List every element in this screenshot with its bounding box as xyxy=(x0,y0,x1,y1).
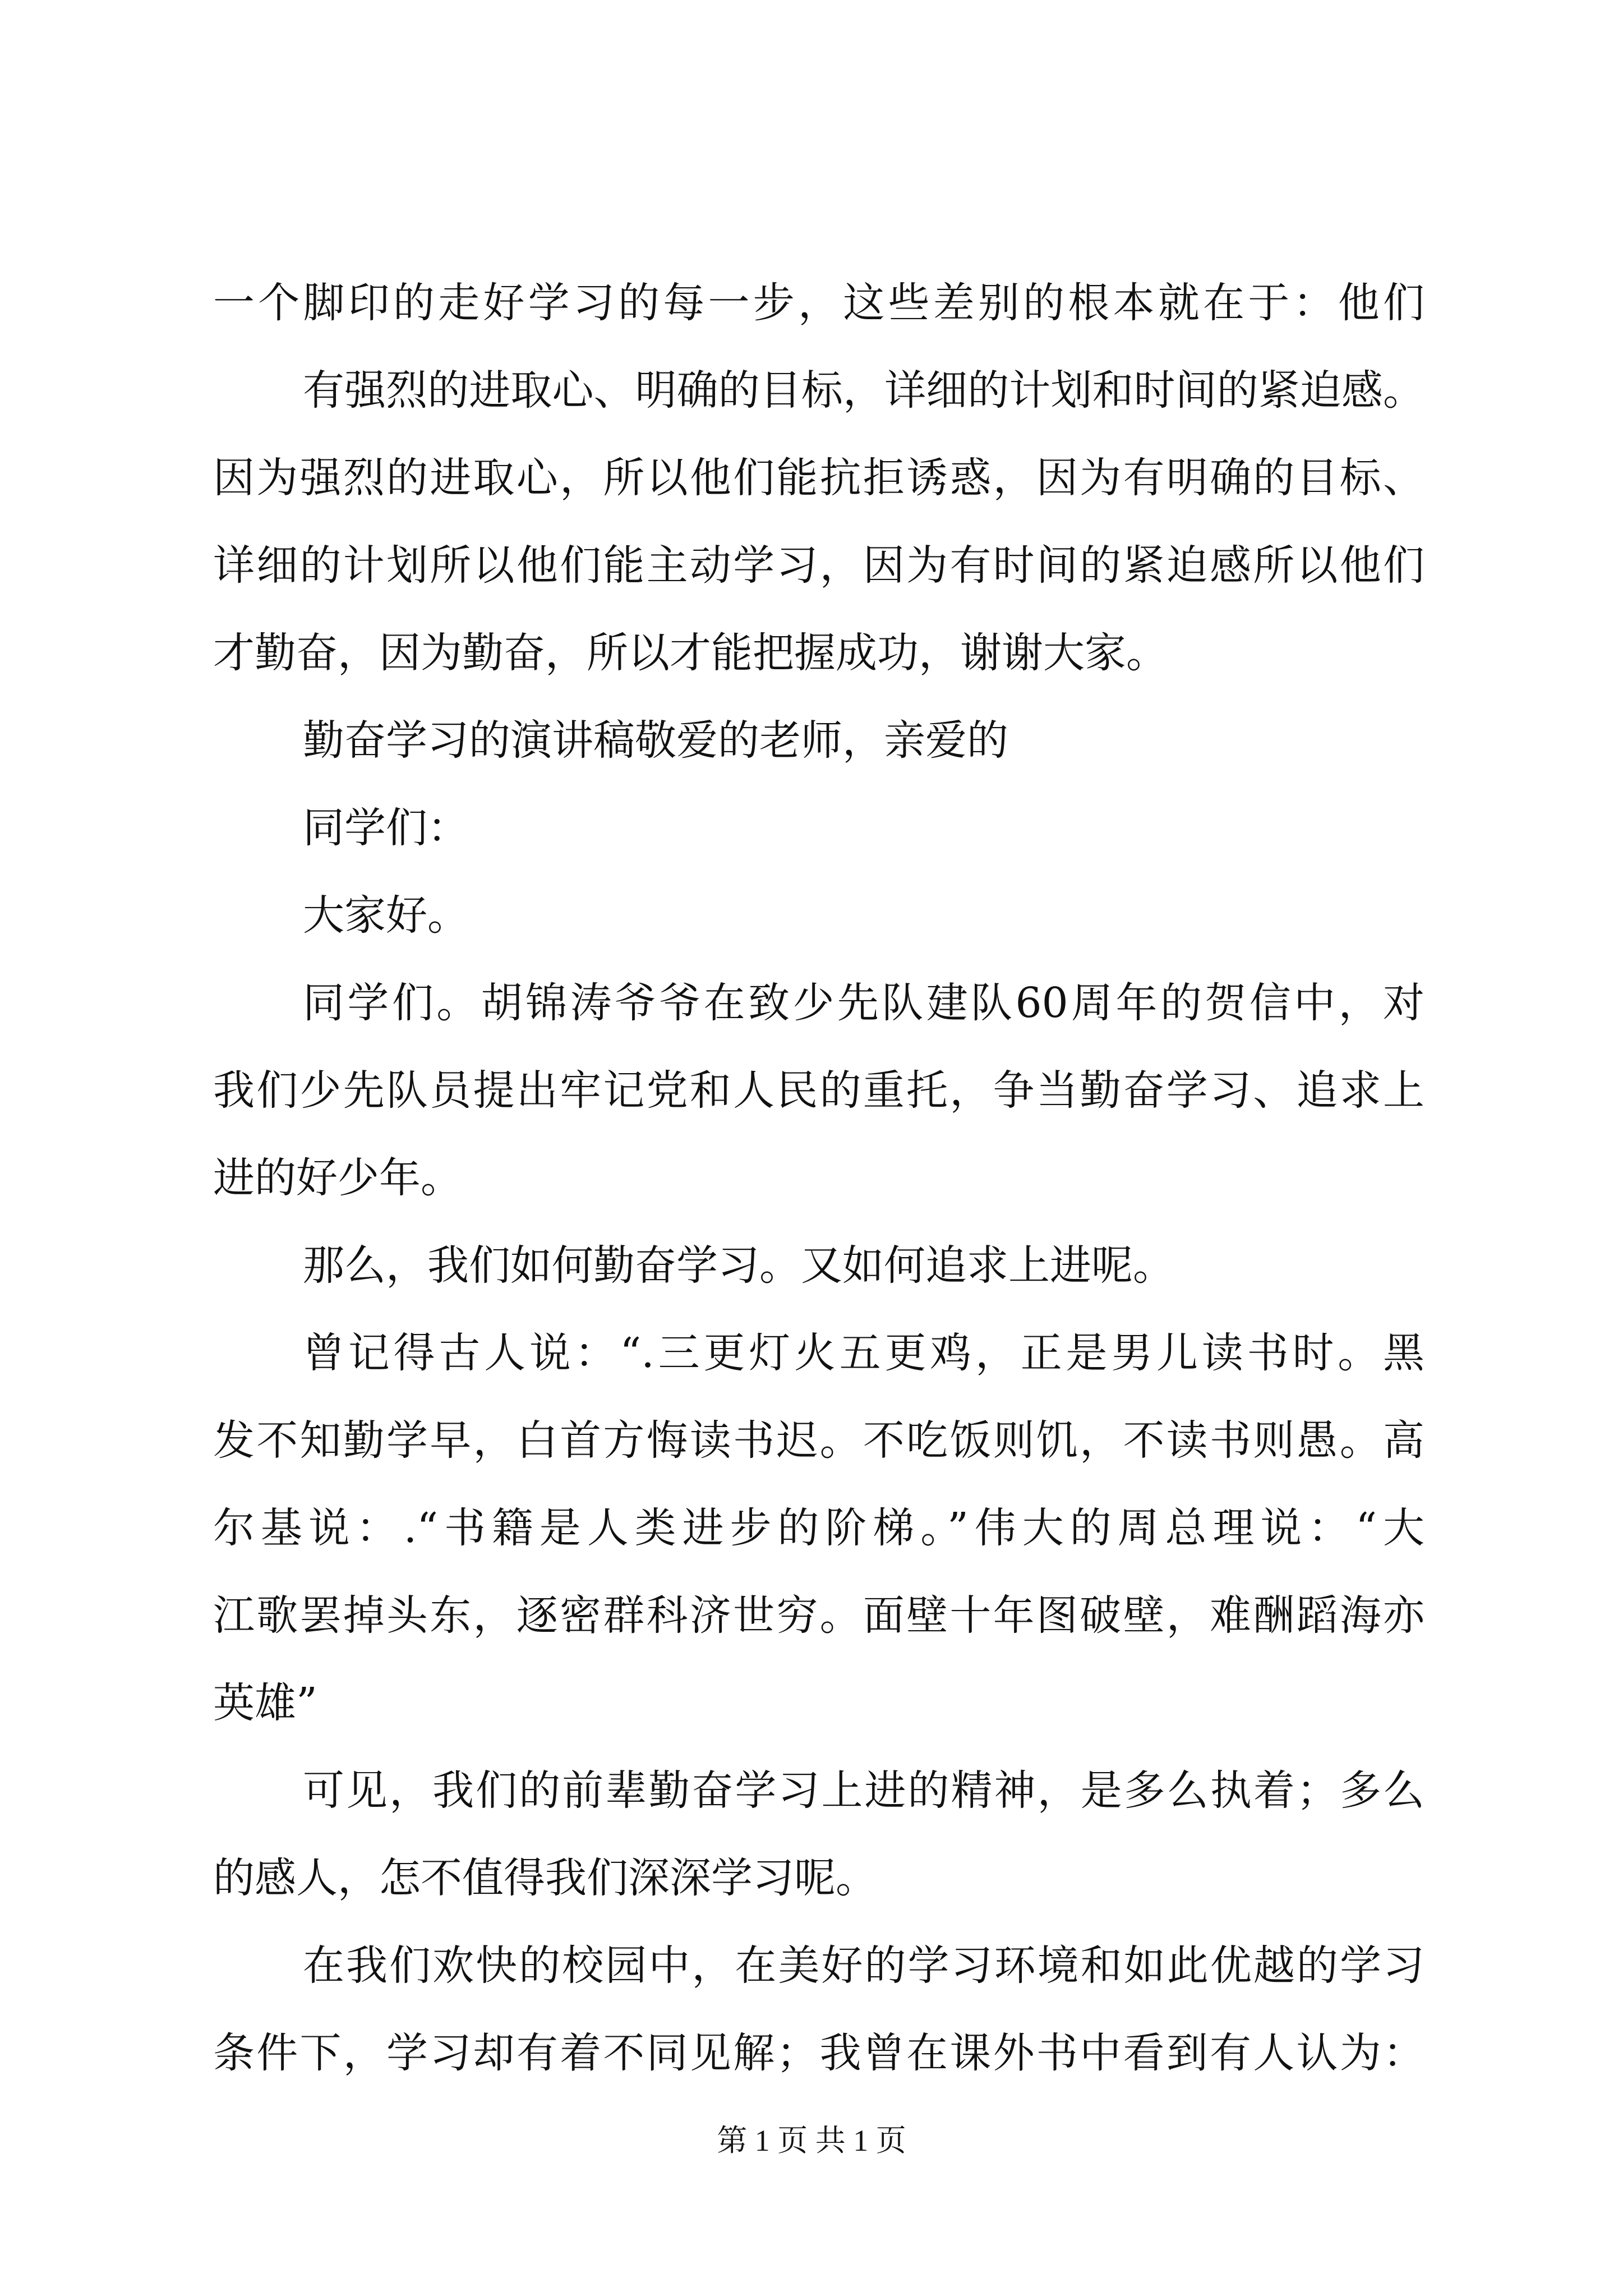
text-line: 进的好少年。 xyxy=(213,1154,462,1202)
text-line: 的感人，怎不值得我们深深学习呢。 xyxy=(213,1854,877,1902)
text-line: 曾记得古人说：“.三更灯火五更鸡，正是男儿读书时。黑 xyxy=(303,1329,1424,1377)
text-line: 同学们： xyxy=(303,804,469,852)
text-line: 尔基说：.“书籍是人类进步的阶梯。”伟大的周总理说：“大 xyxy=(213,1504,1424,1552)
text-line: 大家好。 xyxy=(303,891,469,940)
text-line: 条件下，学习却有着不同见解；我曾在课外书中看到有人认为： xyxy=(213,2029,1424,2077)
text-line: 我们少先队员提出牢记党和人民的重托，争当勤奋学习、追求上 xyxy=(213,1066,1424,1115)
text-line: 在我们欢快的校园中，在美好的学习环境和如此优越的学习 xyxy=(303,1941,1424,1990)
text-line: 发不知勤学早，白首方悔读书迟。不吃饭则饥，不读书则愚。高 xyxy=(213,1416,1424,1465)
text-line: 有强烈的进取心、明确的目标，详细的计划和时间的紧迫感。 xyxy=(303,366,1424,415)
text-line: 才勤奋，因为勤奋，所以才能把握成功，谢谢大家。 xyxy=(213,629,1168,677)
text-line: 因为强烈的进取心，所以他们能抗拒诱惑，因为有明确的目标、 xyxy=(213,454,1424,502)
text-line: 同学们。胡锦涛爷爷在致少先队建队60周年的贺信中，对 xyxy=(303,979,1424,1027)
page-footer: 第 1 页 共 1 页 xyxy=(717,2124,906,2157)
text-line: 勤奋学习的演讲稿敬爱的老师，亲爱的 xyxy=(303,716,1008,765)
text-line: 英雄” xyxy=(213,1679,317,1727)
text-line: 那么，我们如何勤奋学习。又如何追求上进呢。 xyxy=(303,1241,1174,1290)
text-line: 详细的计划所以他们能主动学习，因为有时间的紧迫感所以他们 xyxy=(213,541,1424,590)
text-line: 江歌罢掉头东，逐密群科济世穷。面壁十年图破壁，难酬蹈海亦 xyxy=(213,1591,1424,1640)
body-text xyxy=(213,259,1424,2097)
text-line: 可见，我们的前辈勤奋学习上进的精神，是多么执着；多么 xyxy=(303,1766,1424,1815)
text-line: 一个脚印的走好学习的每一步，这些差别的根本就在于：他们 xyxy=(213,279,1424,327)
